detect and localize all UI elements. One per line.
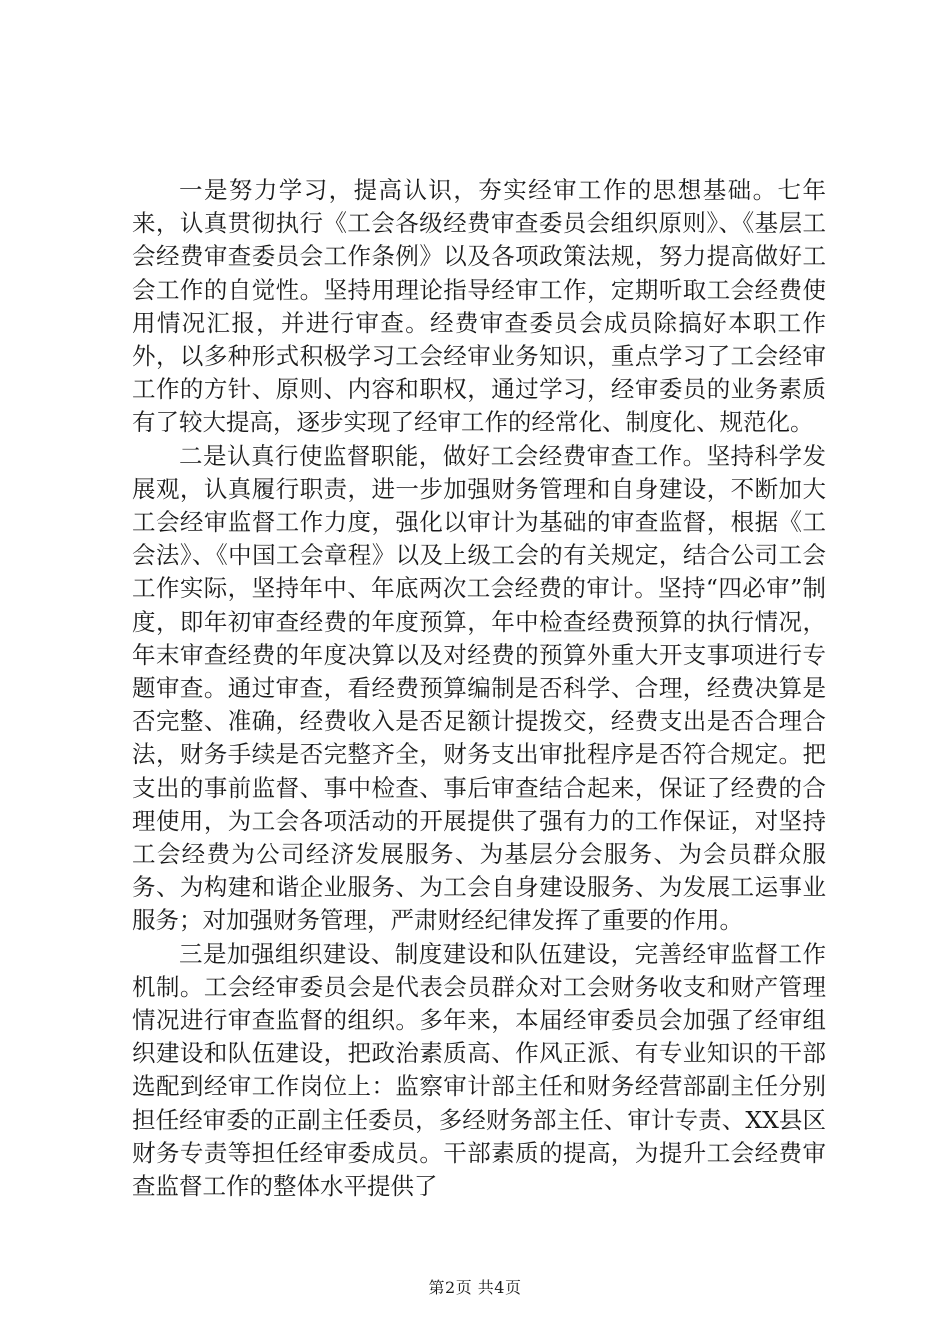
page-number-footer: 第2页 共4页 (428, 1278, 522, 1297)
paragraph-3: 三是加强组织建设、制度建设和队伍建设，完善经审监督工作机制。工会经审委员会是代表会员群众对工会财务收支和财产管理情况进行审查监督的组织。多年来，本届经审委员会加强了经审组织建设和队伍建设，把政治素质高、作风正派、有专业知识的干部选配到经审工作岗位上：监察审计部主任和财务经营部副主任分别担任经审委的正副主任委员，多经财务部主任、审计专责、XX县区财务专责等担任经审委成员。干部素质的提高，为提升工会经费审查监督工作的整体水平提供了 (132, 939, 826, 1201)
paragraph-2: 二是认真行使监督职能，做好工会经费审查工作。坚持科学发展观，认真履行职责，进一步加强财务管理和自身建设，不断加大工会经审监督工作力度，强化以审计为基础的审查监督，根据《工会法》、《中国工会章程》以及上级工会的有关规定，结合公司工会工作实际，坚持年中、年底两次工会经费的审计。坚持“四必审”制度，即年初审查经费的年度预算，年中检查经费预算的执行情况，年末审查经费的年度决算以及对经费的预算外重大开支事项进行专题审查。通过审查，看经费预算编制是否科学、合理，经费决算是否完整、准确，经费收入是否足额计提拨交，经费支出是否合理合法，财务手续是否完整齐全，财务支出审批程序是否符合规定。把支出的事前监督、事中检查、事后审查结合起来，保证了经费的合理使用，为工会各项活动的开展提供了强有力的工作保证，对坚持工会经费为公司经济发展服务、为基层分会服务、为会员群众服务、为构建和谐企业服务、为工会自身建设服务、为发展工运事业服务；对加强财务管理，严肃财经纪律发挥了重要的作用。 (132, 441, 826, 935)
paragraph-1: 一是努力学习，提高认识，夯实经审工作的思想基础。七年来，认真贯彻执行《工会各级经费审查委员会组织原则》、《基层工会经费审查委员会工作条例》以及各项政策法规，努力提高做好工会工作的自觉性。坚持用理论指导经审工作，定期听取工会经费使用情况汇报，并进行审查。经费审查委员会成员除搞好本职工作外，以多种形式积极学习工会经审业务知识，重点学习了工会经审工作的方针、原则、内容和职权，通过学习，经审委员的业务素质有了较大提高，逐步实现了经审工作的经常化、制度化、规范化。 (132, 176, 826, 437)
document-body (132, 174, 826, 1203)
